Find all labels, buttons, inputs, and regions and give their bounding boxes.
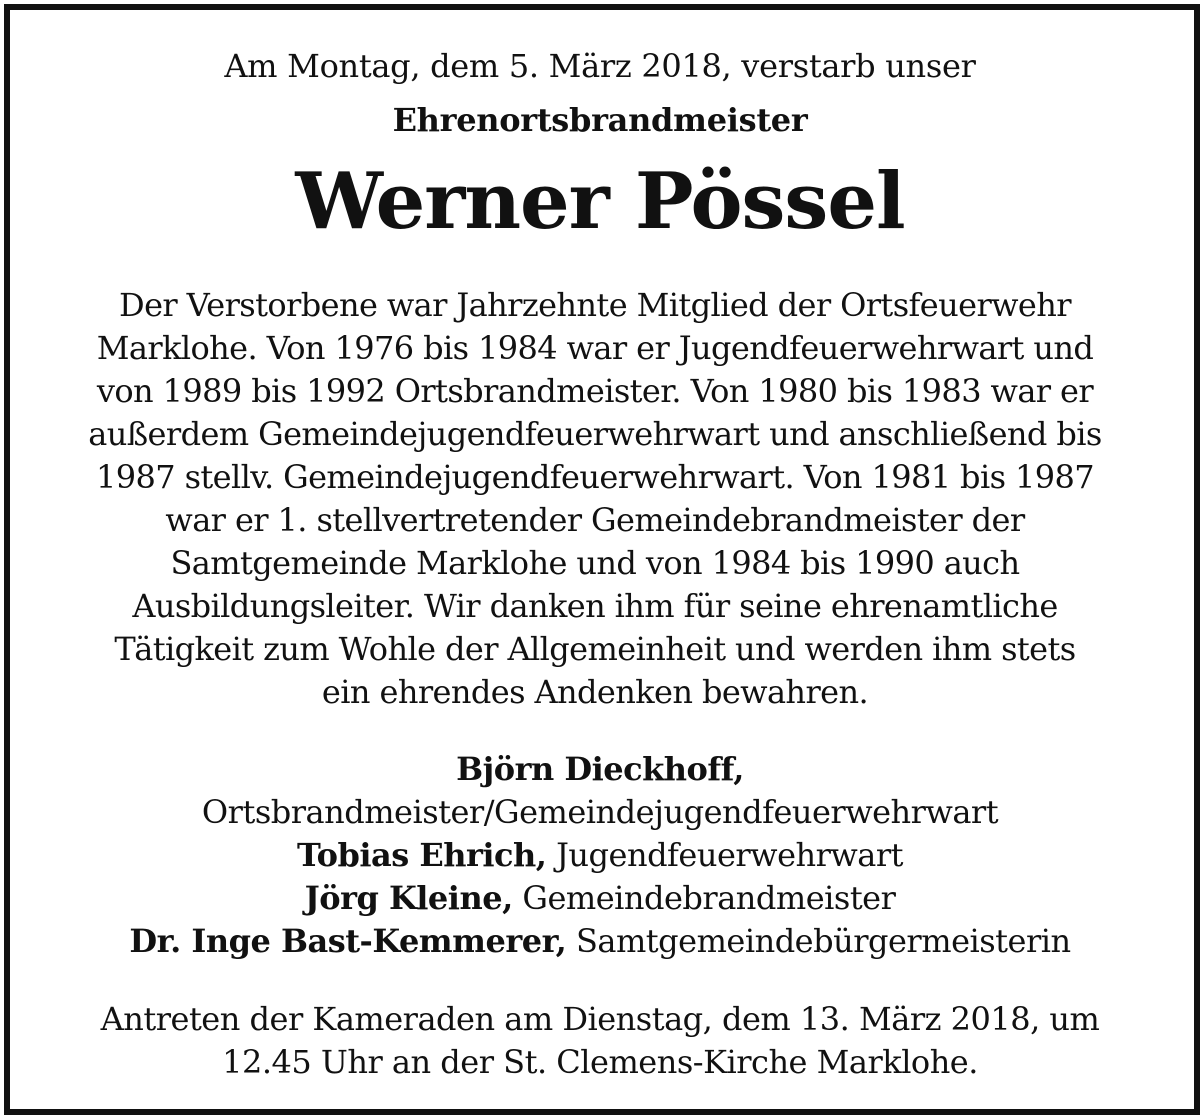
signatory-line [0, 877, 1200, 920]
signatories [0, 748, 1200, 963]
biography-line: Tätigkeit zum Wohle der Allgemeinheit und werden ihm stets [114, 630, 1076, 668]
intro-line: Am Montag, dem 5. März 2018, verstarb unser [224, 47, 976, 85]
biography-line: außerdem Gemeindejugendfeuerwehrwart und anschließend bis [88, 415, 1102, 453]
biography-line: Marklohe. Von 1976 bis 1984 war er Jugendfeuerwehrwart und [96, 329, 1094, 367]
biography-line: Samtgemeinde Marklohe und von 1984 bis 1990 auch [170, 544, 1020, 582]
signatory-line [0, 834, 1200, 877]
signatory-role: Jugendfeuerwehrwart [546, 836, 904, 874]
biography-line: Ausbildungsleiter. Wir danken ihm für seine ehrenamtliche [132, 587, 1058, 625]
signatory-role: Gemeindebrandmeister [512, 879, 896, 917]
signatory-line [0, 791, 1200, 834]
biography [20, 284, 1170, 714]
biography-line: ein ehrendes Andenken bewahren. [321, 673, 869, 711]
signatory-line [0, 920, 1200, 963]
funeral-notice [0, 998, 1200, 1084]
signatory-name: Björn Dieckhoff, [456, 750, 744, 788]
funeral-notice-line: 12.45 Uhr an der St. Clemens-Kirche Marklohe. [222, 1043, 978, 1081]
deceased-name: Werner Pössel [295, 156, 905, 247]
signatory-line [0, 748, 1200, 791]
signatory-role: Samtgemeindebürgermeisterin [566, 922, 1071, 960]
biography-line: Der Verstorbene war Jahrzehnte Mitglied der Ortsfeuerwehr [119, 286, 1071, 324]
biography-line: 1987 stellv. Gemeindejugendfeuerwehrwart. Von 1981 bis 1987 [95, 458, 1095, 496]
signatory-role: Ortsbrandmeister/Gemeindejugendfeuerwehrwart [201, 793, 999, 831]
signatory-name: Dr. Inge Bast-Kemmerer, [129, 922, 567, 960]
funeral-notice-line: Antreten der Kameraden am Dienstag, dem 13. März 2018, um [100, 1000, 1100, 1038]
biography-line: von 1989 bis 1992 Ortsbrandmeister. Von 1980 bis 1983 war er [96, 372, 1094, 410]
honorary-rank: Ehrenortsbrandmeister [392, 101, 808, 139]
biography-line: war er 1. stellvertretender Gemeindebrandmeister der [165, 501, 1025, 539]
signatory-name: Jörg Kleine, [304, 879, 513, 917]
signatory-name: Tobias Ehrich, [296, 836, 547, 874]
